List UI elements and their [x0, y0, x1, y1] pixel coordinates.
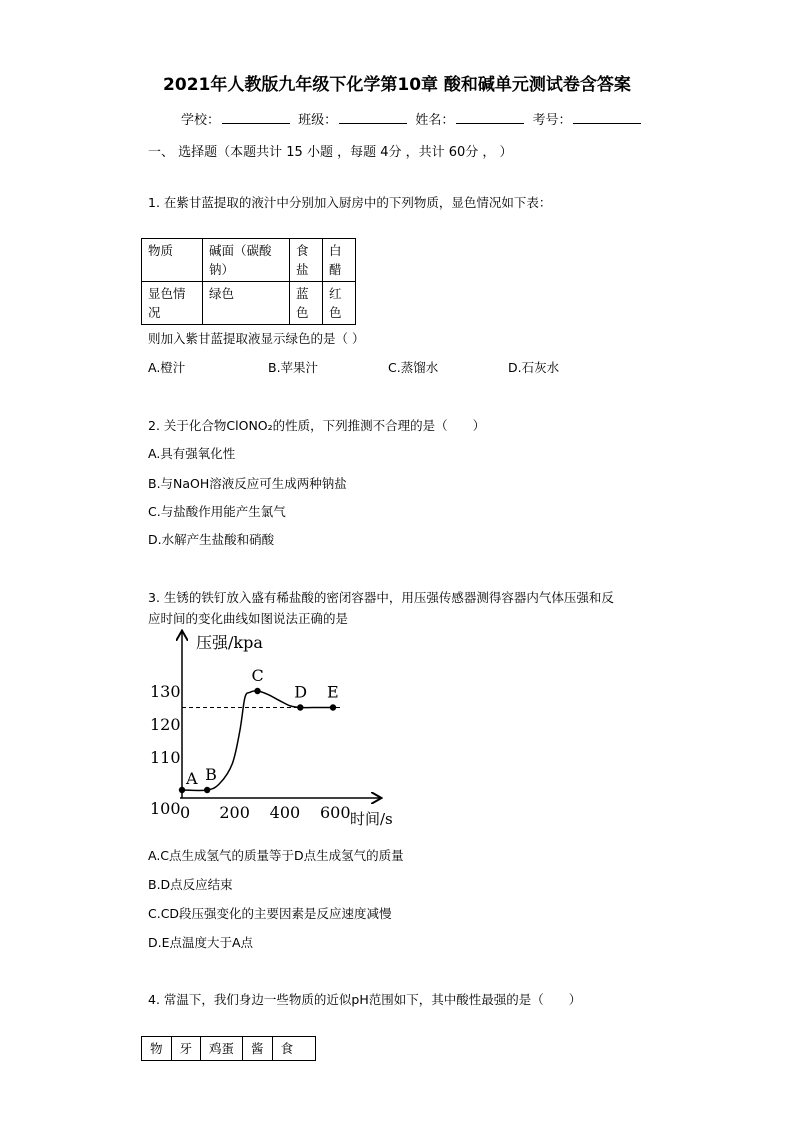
section-heading: 一、 选择题（本题共计 15 小题 ，每题 4分 ，共计 60分 ， ）: [148, 145, 513, 160]
x-tick-label: 0: [180, 803, 191, 822]
x-tick-label: 600: [320, 803, 351, 822]
q1-option-d[interactable]: D.石灰水: [508, 360, 560, 375]
q3-option-c[interactable]: C.CD段压强变化的主要因素是反应速度减慢: [148, 906, 392, 921]
x-tick-label: 200: [219, 803, 250, 822]
number-label: 考号：: [532, 113, 572, 128]
point-c: [254, 688, 260, 694]
q1-question: 则加入紫甘蓝提取液显示绿色的是（ ）: [148, 331, 365, 346]
name-blank[interactable]: [456, 111, 524, 124]
point-a: [179, 787, 185, 793]
q2-option-b[interactable]: B.与NaOH溶液反应可生成两种钠盐: [148, 476, 347, 491]
point-label-c: C: [251, 666, 264, 685]
q1-cell-vinegar: 白 醋: [323, 239, 356, 282]
q3-stem-line2: 应时间的变化曲线如图说法正确的是: [148, 611, 349, 626]
q2-stem: 2. 关于化合物ClONO₂的性质，下列推测不合理的是（ ）: [148, 418, 486, 433]
y-tick-label: 100: [150, 799, 181, 818]
q1-option-a[interactable]: A.橙汁: [148, 360, 186, 375]
y-tick-label: 130: [150, 682, 181, 701]
x-axis-label: 时间/s: [350, 810, 393, 828]
q2-option-c[interactable]: C.与盐酸作用能产生氯气: [148, 504, 286, 519]
class-label: 班级：: [298, 113, 338, 128]
q4-cell: 鸡蛋: [201, 1037, 243, 1061]
pressure-time-chart: [140, 624, 420, 834]
q1-cell-green: 绿色: [203, 282, 290, 325]
q1-stem: 1. 在紫甘蓝提取的液汁中分别加入厨房中的下列物质，显色情况如下表：: [148, 195, 552, 210]
q3-stem-line1: 3. 生锈的铁钉放入盛有稀盐酸的密闭容器中，用压强传感器测得容器内气体压强和反: [148, 590, 614, 605]
y-axis-label: 压强/kpa: [196, 633, 263, 652]
y-tick-label: 110: [150, 748, 181, 767]
q1-cell-header: 物质: [142, 239, 203, 282]
school-label: 学校：: [181, 113, 221, 128]
q2-option-a[interactable]: A.具有强氧化性: [148, 446, 236, 461]
point-label-e: E: [327, 682, 339, 702]
x-tick-label: 400: [269, 803, 301, 822]
q1-cell-soda: 碱面（碳酸 钠）: [203, 239, 290, 282]
q4-table: [141, 1036, 316, 1061]
q1-option-c[interactable]: C.蒸馏水: [388, 360, 439, 375]
q3-option-a[interactable]: A.C点生成氢气的质量等于D点生成氢气的质量: [148, 848, 404, 863]
number-blank[interactable]: [573, 111, 641, 124]
page-title: 2021年人教版九年级下化学第10章 酸和碱单元测试卷含答案: [163, 75, 631, 95]
q1-cell-color-header: 显色情 况: [142, 282, 203, 325]
class-blank[interactable]: [339, 111, 407, 124]
q1-cell-blue: 蓝 色: [290, 282, 323, 325]
point-d: [297, 704, 303, 710]
q3-option-d[interactable]: D.E点温度大于A点: [148, 935, 254, 950]
q1-option-b[interactable]: B.苹果汁: [268, 360, 319, 375]
name-label: 姓名：: [415, 113, 455, 128]
q3-option-b[interactable]: B.D点反应结束: [148, 877, 233, 892]
q4-stem: 4. 常温下，我们身边一些物质的近似pH范围如下，其中酸性最强的是（ ）: [148, 992, 582, 1007]
q4-cell: 牙: [171, 1037, 201, 1061]
point-label-d: D: [294, 682, 308, 702]
q4-cell: 酱: [243, 1037, 273, 1061]
y-tick-label: 120: [150, 715, 181, 734]
school-blank[interactable]: [222, 111, 290, 124]
q4-cell: 食: [272, 1037, 316, 1061]
point-label-a: A: [186, 769, 198, 788]
q1-cell-salt: 食 盐: [290, 239, 323, 282]
q1-table: [141, 238, 356, 325]
point-b: [204, 787, 210, 793]
q2-option-d[interactable]: D.水解产生盐酸和硝酸: [148, 532, 275, 547]
q1-cell-red: 红 色: [323, 282, 356, 325]
point-e: [330, 704, 336, 710]
q4-cell: 物: [142, 1037, 172, 1061]
student-info-line: [181, 109, 645, 128]
point-label-b: B: [205, 765, 217, 784]
